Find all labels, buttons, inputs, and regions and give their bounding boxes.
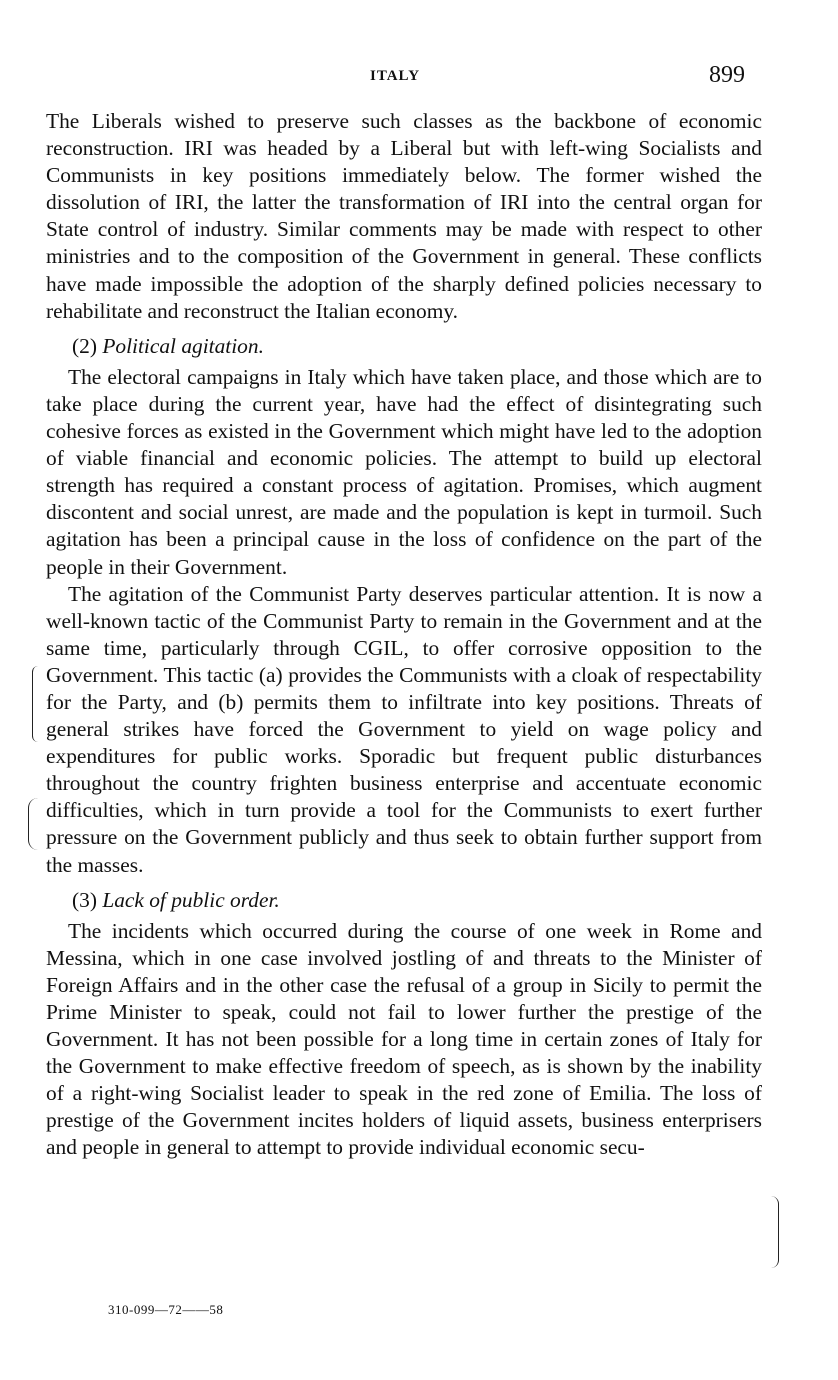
margin-bracket-mark [32, 666, 39, 742]
print-code: 310-099—72——58 [108, 1302, 224, 1317]
running-head: ITALY [370, 68, 421, 84]
section-heading-public-order [46, 887, 762, 914]
section-title: Political agitation. [102, 333, 264, 358]
paragraph-incidents: The incidents which occurred during the course of one week in Rome and Messina, which in one case involved jostling of and threats to the Minister of Foreign Affairs and in the other case the refusal of a group in Sicily to permit the Prime Minister to speak, could not fail to lower further the prestige of the Government. It has not been possible for a long time in certain zones of Italy for the Government to make effective freedom of speech, as is shown by the inability of a right-wing Socialist leader to speak in the red zone of Emilia. The loss of prestige of the Government incites holders of liquid assets, business enterprisers and people in general to attempt to provide individual economic secu- [46, 918, 762, 1160]
section-title: Lack of public order. [102, 887, 280, 912]
page-body [46, 108, 762, 1162]
margin-bracket-mark [770, 1196, 779, 1268]
paragraph-liberals: The Liberals wished to preserve such classes as the backbone of economic reconstruction. IRI was headed by a Liberal but with left-wing Socialists and Communists in key positions immediately below. The former wished the dissolution of IRI, the latter the transformation of IRI into the central organ for State control of industry. Similar comments may be made with respect to other ministries and to the composition of the Government in general. These conflicts have made impossible the adoption of the sharply defined policies necessary to rehabilitate and reconstruct the Italian economy. [46, 109, 762, 323]
section-number: (3) [72, 887, 97, 912]
margin-bracket-mark [28, 798, 39, 850]
page-number: 899 [709, 62, 745, 88]
section-number: (2) [72, 333, 97, 358]
paragraph-electoral-campaigns: The electoral campaigns in Italy which have taken place, and those which are to take place during the current year, have had the effect of disintegrating such cohesive forces as existed in the Government which might have led to the adoption of viable financial and economic policies. The attempt to build up electoral strength has required a constant process of agitation. Promises, which augment discontent and social unrest, are made and the population is kept in turmoil. Such agitation has been a principal cause in the loss of confidence on the part of the people in their Government. [46, 364, 762, 579]
page-header [0, 62, 838, 92]
section-heading-political-agitation [46, 333, 762, 360]
paragraph-communist-agitation: The agitation of the Communist Party deserves particular attention. It is now a well-known tactic of the Communist Party to remain in the Government and at the same time, particularly through CGIL, to offer corrosive opposition to the Government. This tactic (a) provides the Communists with a cloak of respectability for the Party, and (b) permits them to infiltrate into key positions. Threats of general strikes have forced the Government to yield on wage policy and expenditures for public works. Sporadic but frequent public disturbances throughout the country frighten business enterprise and accentuate economic difficulties, which in turn provide a tool for the Communists to exert further pressure on the Government publicly and thus seek to obtain further support from the masses. [46, 581, 762, 877]
